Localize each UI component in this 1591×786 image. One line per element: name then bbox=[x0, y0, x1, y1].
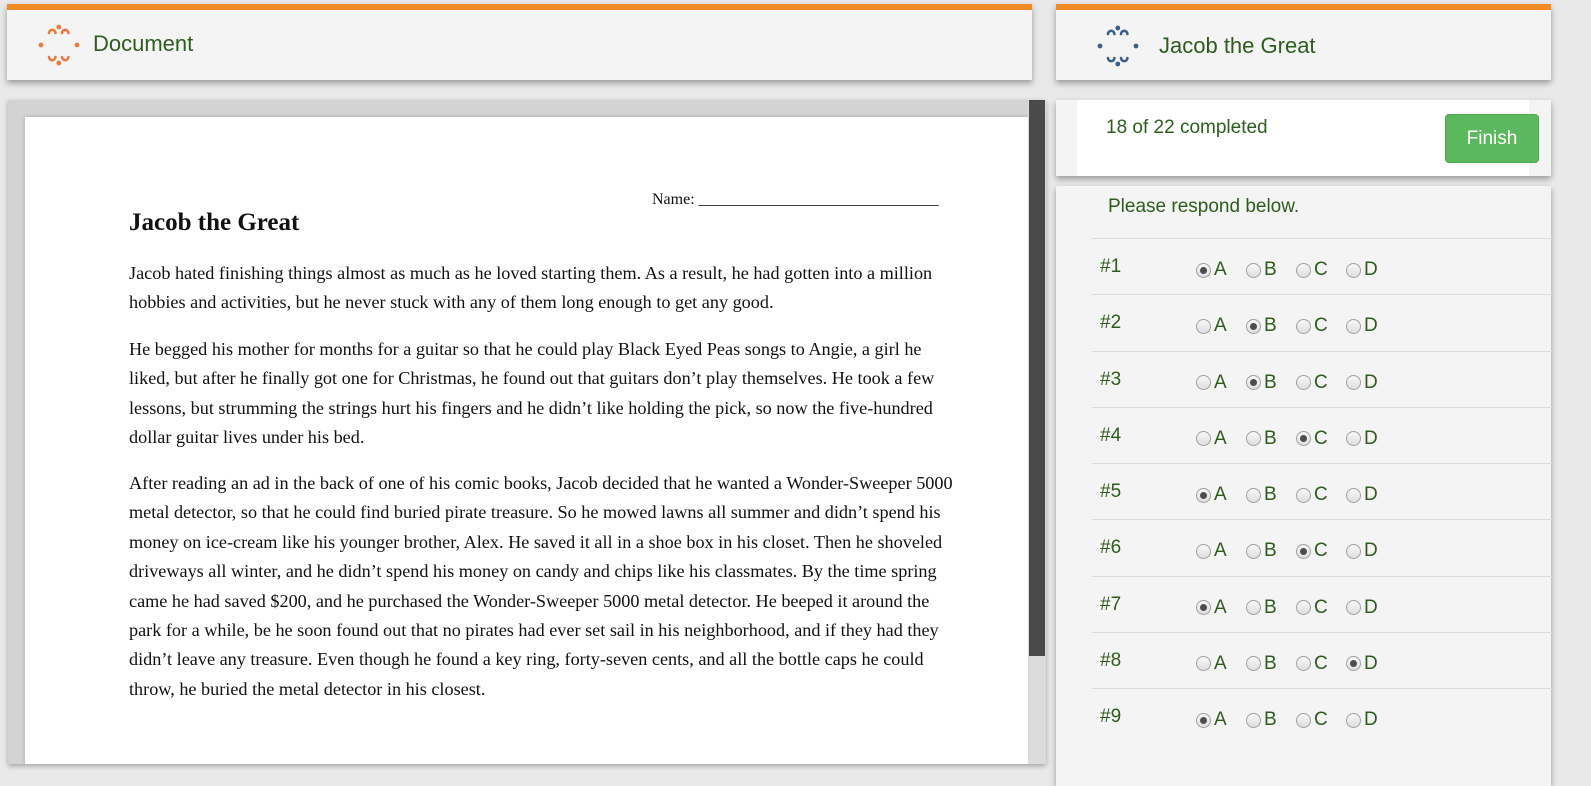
document-page bbox=[25, 117, 1035, 764]
document-title: Jacob the Great bbox=[129, 209, 300, 236]
radio-button[interactable] bbox=[1246, 263, 1261, 278]
option-label: C bbox=[1314, 540, 1328, 562]
option-label: C bbox=[1314, 315, 1328, 337]
radio-button[interactable] bbox=[1196, 431, 1211, 446]
option-label: B bbox=[1264, 427, 1277, 449]
answer-option-a[interactable] bbox=[1196, 315, 1227, 337]
question-row bbox=[1092, 632, 1552, 689]
option-label: A bbox=[1214, 540, 1227, 562]
option-label: B bbox=[1264, 484, 1277, 505]
option-label: B bbox=[1264, 652, 1277, 674]
radio-button[interactable] bbox=[1296, 319, 1311, 334]
question-number: #7 bbox=[1100, 593, 1122, 615]
radio-button[interactable] bbox=[1296, 375, 1311, 390]
answer-option-b[interactable] bbox=[1246, 428, 1277, 450]
option-label: A bbox=[1214, 315, 1227, 337]
radio-button[interactable] bbox=[1196, 375, 1211, 390]
answer-option-b[interactable] bbox=[1246, 597, 1277, 619]
answer-option-c[interactable] bbox=[1296, 709, 1328, 731]
option-label: C bbox=[1314, 484, 1328, 505]
option-label: B bbox=[1264, 371, 1277, 393]
question-number: #2 bbox=[1100, 312, 1122, 334]
option-label: D bbox=[1364, 427, 1378, 449]
question-row bbox=[1092, 519, 1552, 576]
answer-option-d[interactable] bbox=[1346, 428, 1378, 450]
radio-button[interactable] bbox=[1296, 656, 1311, 671]
option-label: A bbox=[1214, 371, 1227, 393]
answer-option-b[interactable] bbox=[1246, 259, 1277, 281]
question-row bbox=[1092, 576, 1552, 633]
radio-button[interactable] bbox=[1296, 713, 1311, 728]
answer-option-b[interactable] bbox=[1246, 540, 1277, 562]
option-label: B bbox=[1264, 596, 1277, 618]
option-label: A bbox=[1214, 652, 1227, 674]
radio-button[interactable] bbox=[1246, 431, 1261, 446]
document-logo-icon bbox=[36, 22, 82, 68]
answer-option-d[interactable] bbox=[1346, 259, 1378, 281]
radio-button[interactable] bbox=[1196, 263, 1211, 278]
radio-button[interactable] bbox=[1246, 656, 1261, 671]
question-number: #3 bbox=[1100, 368, 1122, 390]
question-number: #8 bbox=[1100, 649, 1122, 671]
answer-option-b[interactable] bbox=[1246, 484, 1277, 506]
option-label: D bbox=[1364, 484, 1378, 505]
answer-option-a[interactable] bbox=[1196, 428, 1227, 450]
answer-option-c[interactable] bbox=[1296, 259, 1328, 281]
question-row bbox=[1092, 351, 1552, 408]
radio-button[interactable] bbox=[1246, 713, 1261, 728]
radio-button[interactable] bbox=[1296, 431, 1311, 446]
answer-option-c[interactable] bbox=[1296, 597, 1328, 619]
radio-button[interactable] bbox=[1296, 600, 1311, 615]
radio-button[interactable] bbox=[1346, 375, 1361, 390]
progress-status: 18 of 22 completed bbox=[1106, 117, 1268, 138]
answer-option-d[interactable] bbox=[1346, 484, 1378, 506]
option-label: B bbox=[1264, 259, 1277, 280]
name-field-label: Name: ______________________________ bbox=[652, 191, 939, 208]
answer-option-c[interactable] bbox=[1296, 540, 1328, 562]
answer-option-d[interactable] bbox=[1346, 709, 1378, 731]
question-number: #1 bbox=[1100, 256, 1122, 277]
assignment-title: Jacob the Great bbox=[1159, 33, 1316, 58]
answer-option-a[interactable] bbox=[1196, 259, 1227, 281]
radio-button[interactable] bbox=[1346, 431, 1361, 446]
radio-button[interactable] bbox=[1196, 600, 1211, 615]
answer-option-a[interactable] bbox=[1196, 653, 1227, 675]
option-label: B bbox=[1264, 540, 1277, 562]
option-label: D bbox=[1364, 540, 1378, 562]
answer-option-c[interactable] bbox=[1296, 372, 1328, 394]
question-row bbox=[1092, 407, 1552, 464]
radio-button[interactable] bbox=[1296, 488, 1311, 503]
option-label: C bbox=[1314, 259, 1328, 280]
radio-button[interactable] bbox=[1196, 488, 1211, 503]
radio-button[interactable] bbox=[1346, 263, 1361, 278]
answer-option-d[interactable] bbox=[1346, 372, 1378, 394]
radio-button[interactable] bbox=[1346, 488, 1361, 503]
radio-button[interactable] bbox=[1246, 488, 1261, 503]
radio-button[interactable] bbox=[1196, 319, 1211, 334]
assignment-logo-icon bbox=[1095, 23, 1141, 69]
question-number: #5 bbox=[1100, 481, 1122, 502]
option-label: A bbox=[1214, 427, 1227, 449]
question-number: #9 bbox=[1100, 706, 1122, 727]
document-header-title: Document bbox=[93, 31, 194, 56]
radio-button[interactable] bbox=[1246, 375, 1261, 390]
radio-button[interactable] bbox=[1196, 544, 1211, 559]
radio-button[interactable] bbox=[1196, 656, 1211, 671]
answer-option-a[interactable] bbox=[1196, 372, 1227, 394]
question-row bbox=[1092, 688, 1552, 745]
option-label: D bbox=[1364, 259, 1378, 280]
option-label: C bbox=[1314, 652, 1328, 674]
option-label: A bbox=[1214, 259, 1227, 280]
document-scrollbar[interactable] bbox=[1028, 100, 1046, 764]
answer-option-d[interactable] bbox=[1346, 653, 1378, 675]
paragraph-2: He begged his mother for months for a guitar so that he could play Black Eyed Peas songs to Angie, a girl he liked, but after he finally got one for Christmas, he found out that guitars don’t play themselves. He took a few lessons, but strumming the strings hurt his fingers and he didn’t like holding the pick, so now the five-hundred dollar guitar lives under his bed. bbox=[129, 339, 935, 448]
radio-button[interactable] bbox=[1246, 319, 1261, 334]
answer-option-d[interactable] bbox=[1346, 315, 1378, 337]
paragraph-3: After reading an ad in the back of one of his comic books, Jacob decided that he wanted a Wonder-Sweeper 5000 metal detector, so that he could find buried pirate treasure. So he mowed lawns all summer and didn’t spend his money on ice-cream like his younger brother, Alex. He saved it all in a shoe box in his closet. Then he shoveled driveways all winter, and he didn’t spend his money on candy and chips like his classmates. By the time spring came he had saved $200, and he purchased the Wonder-Sweeper 5000 metal detector. He beeped it around the park for a while, be he soon found out that no pirates had ever set sail in his neighborhood, and if they had they didn’t leave any treasure. Even though he found a key ring, forty-seven cents, and all the bottle caps he could throw, he buried the metal detector in his closest. bbox=[129, 473, 953, 699]
answer-option-a[interactable] bbox=[1196, 484, 1227, 506]
option-label: D bbox=[1364, 652, 1378, 674]
answer-option-c[interactable] bbox=[1296, 315, 1328, 337]
radio-button[interactable] bbox=[1296, 544, 1311, 559]
document-viewer[interactable] bbox=[8, 100, 1046, 764]
answer-option-c[interactable] bbox=[1296, 653, 1328, 675]
radio-button[interactable] bbox=[1346, 319, 1361, 334]
option-label: C bbox=[1314, 596, 1328, 618]
option-label: C bbox=[1314, 709, 1328, 730]
radio-button[interactable] bbox=[1246, 544, 1261, 559]
answer-option-b[interactable] bbox=[1246, 653, 1277, 675]
question-number: #6 bbox=[1100, 537, 1122, 559]
question-row bbox=[1092, 463, 1552, 520]
radio-button[interactable] bbox=[1346, 544, 1361, 559]
option-label: C bbox=[1314, 371, 1328, 393]
option-label: D bbox=[1364, 371, 1378, 393]
answer-option-c[interactable] bbox=[1296, 428, 1328, 450]
answer-option-b[interactable] bbox=[1246, 315, 1277, 337]
answer-option-a[interactable] bbox=[1196, 540, 1227, 562]
option-label: C bbox=[1314, 427, 1328, 449]
question-row bbox=[1092, 238, 1552, 295]
answer-option-a[interactable] bbox=[1196, 709, 1227, 731]
instructions-text: Please respond below. bbox=[1108, 196, 1300, 217]
answer-option-d[interactable] bbox=[1346, 597, 1378, 619]
radio-button[interactable] bbox=[1346, 656, 1361, 671]
option-label: D bbox=[1364, 596, 1378, 618]
option-label: A bbox=[1214, 484, 1227, 505]
radio-button[interactable] bbox=[1346, 600, 1361, 615]
option-label: B bbox=[1264, 709, 1277, 730]
option-label: D bbox=[1364, 315, 1378, 337]
option-label: A bbox=[1214, 596, 1227, 618]
document-scrollbar-thumb[interactable] bbox=[1029, 100, 1045, 656]
answer-option-d[interactable] bbox=[1346, 540, 1378, 562]
radio-button[interactable] bbox=[1246, 600, 1261, 615]
radio-button[interactable] bbox=[1346, 713, 1361, 728]
paragraph-1: Jacob hated finishing things almost as much as he loved starting them. As a result, he had gotten into a million hobbies and activities, but he never stuck with any of them long enough to get any good. bbox=[129, 263, 933, 313]
question-number: #4 bbox=[1100, 424, 1122, 446]
answer-option-b[interactable] bbox=[1246, 372, 1277, 394]
option-label: D bbox=[1364, 709, 1378, 730]
answer-option-c[interactable] bbox=[1296, 484, 1328, 506]
finish-button[interactable]: Finish bbox=[1445, 114, 1539, 163]
question-row bbox=[1092, 294, 1552, 351]
radio-button[interactable] bbox=[1296, 263, 1311, 278]
radio-button[interactable] bbox=[1196, 713, 1211, 728]
option-label: B bbox=[1264, 315, 1277, 337]
answer-option-a[interactable] bbox=[1196, 597, 1227, 619]
answer-option-b[interactable] bbox=[1246, 709, 1277, 731]
option-label: A bbox=[1214, 709, 1227, 730]
